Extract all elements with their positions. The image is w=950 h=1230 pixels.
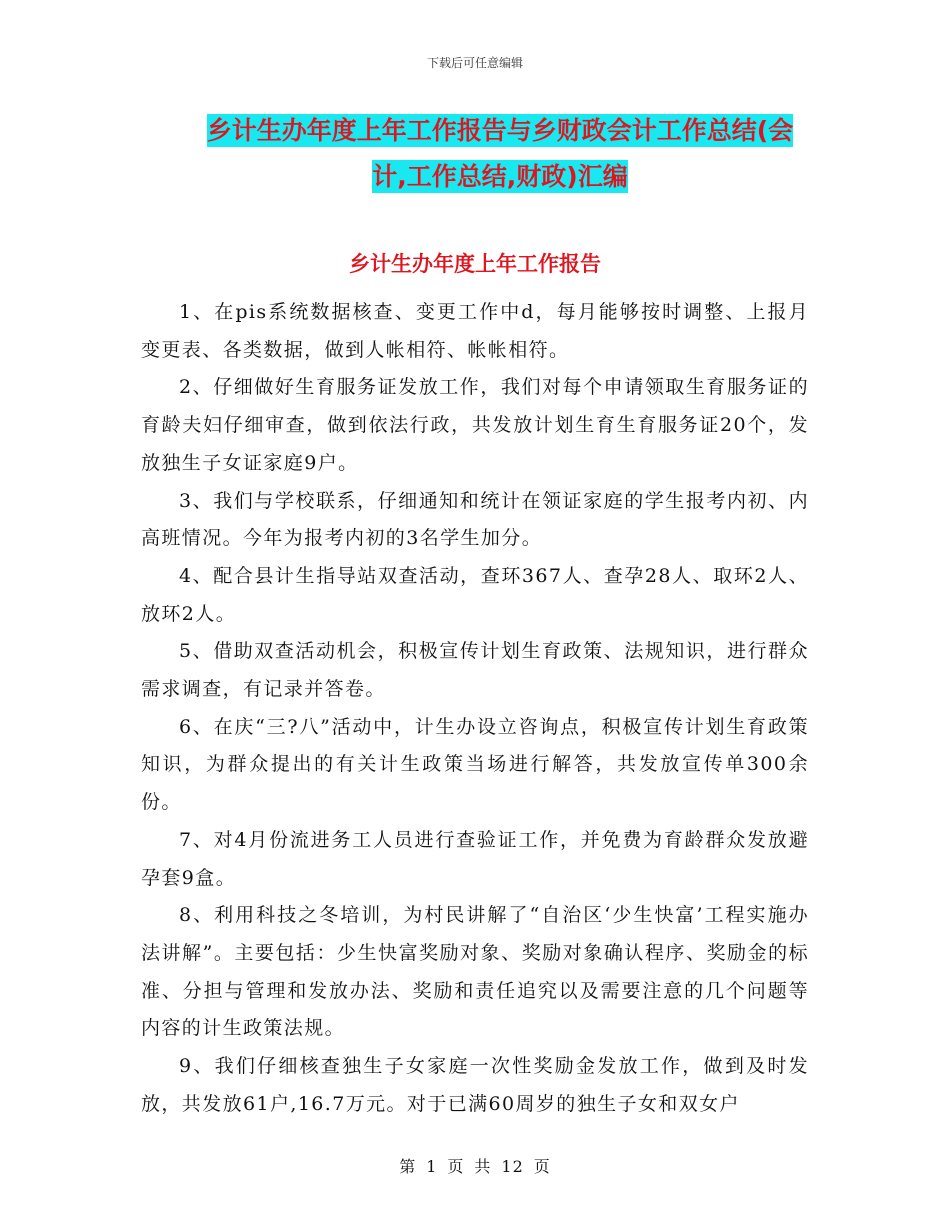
footer-label-page: 第 [399, 1157, 417, 1176]
section-title: 乡计生办年度上年工作报告 [349, 252, 601, 276]
paragraph-7: 7、对4月份流进务工人员进行查验证工作，并免费为育龄群众发放避孕套9盒。 [141, 828, 809, 889]
paragraph-5: 5、借助双查活动机会，积极宣传计划生育政策、法规知识，进行群众需求调查，有记录并答卷。 [141, 640, 809, 701]
footer-label-total-suffix: 页 [533, 1157, 551, 1176]
page-footer [0, 1154, 950, 1177]
footer-page-number: 1 [426, 1157, 438, 1176]
paragraph-3: 3、我们与学校联系，仔细通知和统计在领证家庭的学生报考内初、内高班情况。今年为报考内初的3名学生加分。 [141, 489, 809, 550]
paragraph-4: 4、配合县计生指导站双查活动，查环367人、查孕28人、取环2人、放环2人。 [141, 564, 809, 625]
paragraph-9: 9、我们仔细核查独生子女家庭一次性奖励金发放工作，做到及时发放，共发放61户,16.7万元。对于已满60周岁的独生子女和双女户 [141, 1055, 809, 1115]
document-title-line-2: 计,工作总结,财政)汇编 [372, 162, 628, 191]
header-note: 下载后可任意编辑 [426, 56, 523, 70]
document-title [150, 108, 850, 200]
paragraph-8: 8、利用科技之冬培训，为村民讲解了“自治区‘少生快富’工程实施办法讲解”。主要包括：少生快富奖励对象、奖励对象确认程序、奖励金的标准、分担与管理和发放办法、奖励和责任追究以及需要注意的几个问题等内容的计生政策法规。 [141, 904, 809, 1040]
paragraph-6: 6、在庆“三?八”活动中，计生办设立咨询点，积极宣传计划生育政策知识，为群众提出的有关计生政策当场进行解答，共发放宣传单300余份。 [141, 715, 809, 814]
document-body [141, 294, 809, 1123]
paragraph-2: 2、仔细做好生育服务证发放工作，我们对每个申请领取生育服务证的育龄夫妇仔细审查，做到依法行政，共发放计划生育生育服务证20个，发放独生子女证家庭9户。 [141, 376, 809, 474]
paragraph-1: 1、在pis系统数据核查、变更工作中d，每月能够按时调整、上报月变更表、各类数据，做到人帐相符、帐帐相符。 [141, 301, 809, 361]
footer-total-pages: 12 [501, 1157, 524, 1176]
footer-label-page-suffix: 页 [447, 1157, 465, 1176]
document-title-line-1: 乡计生办年度上年工作报告与乡财政会计工作总结(会 [206, 116, 794, 145]
footer-label-total: 共 [474, 1157, 492, 1176]
